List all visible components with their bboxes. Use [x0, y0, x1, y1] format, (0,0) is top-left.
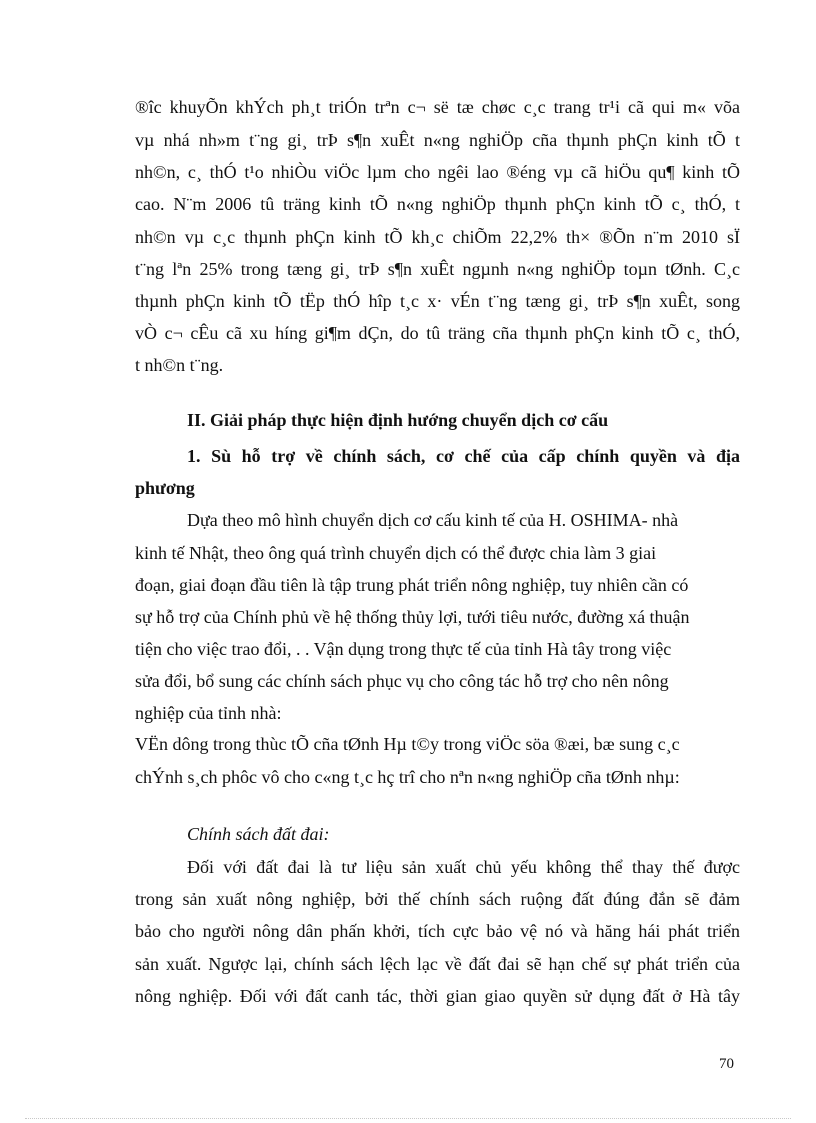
subsection-heading-line: phương: [135, 478, 195, 498]
paragraph-4-line: trong sản xuất nông nghiệp, bởi thế chính sách ruộng đất đúng đắn sẽ đảm: [135, 889, 740, 909]
paragraph-2-line: nghiệp của tỉnh nhà:: [135, 703, 282, 723]
paragraph-1-line: t nh©n t¨ng.: [135, 355, 224, 375]
footer-divider: [25, 1118, 791, 1119]
paragraph-2-line: sửa đổi, bổ sung các chính sách phục vụ cho công tác hỗ trợ cho nên nông: [135, 671, 669, 691]
paragraph-1-line: thµnh phÇn kinh tÕ tËp thÓ hîp t¸c x· vÉn t¨ng tæng gi¸ trÞ s¶n xuÊt, song: [135, 291, 740, 311]
paragraph-2-line: Dựa theo mô hình chuyển dịch cơ cấu kinh tế của H. OSHIMA- nhà: [187, 510, 679, 530]
section-heading: II. Giải pháp thực hiện định hướng chuyển dịch cơ cấu: [187, 410, 609, 430]
paragraph-3-line: VËn dông trong thùc tÕ cña tØnh Hµ t©y trong viÖc söa ®æi, bæ sung c¸c: [135, 734, 680, 754]
paragraph-1-line: ®îc khuyÕn khÝch ph¸t triÓn trªn c¬ së tæ chøc c¸c trang tr¹i cã qui m« võa: [135, 97, 740, 117]
paragraph-4-line: nông nghiệp. Đối với đất canh tác, thời gian giao quyền sử dụng đất ở Hà tây: [135, 986, 740, 1006]
paragraph-1-line: cao. N¨m 2006 tû träng kinh tÕ n«ng nghiÖp thµnh phÇn kinh tÕ c¸ thÓ, t: [135, 194, 740, 214]
paragraph-3-line: chÝnh s¸ch phôc vô cho c«ng t¸c hç trî cho nªn n«ng nghiÖp cña tØnh nhµ:: [135, 767, 680, 787]
paragraph-4-line: Đối với đất đai là tư liệu sản xuất chủ yếu không thể thay thế được: [187, 857, 740, 877]
paragraph-1-line: vµ nhá nh»m t¨ng gi¸ trÞ s¶n xuÊt n«ng nghiÖp cña thµnh phÇn kinh tÕ t: [135, 130, 740, 150]
paragraph-1-line: t¨ng lªn 25% trong tæng gi¸ trÞ s¶n xuÊt ngµnh n«ng nghiÖp toµn tØnh. C¸c: [135, 259, 740, 279]
paragraph-1-line: vÒ c¬ cÊu cã xu híng gi¶m dÇn, do tû träng cña thµnh phÇn kinh tÕ c¸ thÓ,: [135, 323, 740, 343]
subsection-heading-line: 1. Sù hỗ trợ về chính sách, cơ chế của cấp chính quyền và địa: [187, 446, 740, 466]
paragraph-4-line: sản xuất. Ngược lại, chính sách lệch lạc về đất đai sẽ hạn chế sự phát triển của: [135, 954, 740, 974]
paragraph-1-line: nh©n vµ c¸c thµnh phÇn kinh tÕ kh¸c chiÕm 22,2% th× ®Õn n¨m 2010 sÏ: [135, 227, 740, 247]
page-number: 70: [719, 1056, 734, 1072]
paragraph-2-line: đoạn, giai đoạn đầu tiên là tập trung phát triển nông nghiệp, tuy nhiên cần có: [135, 575, 689, 595]
paragraph-2-line: sự hỗ trợ của Chính phủ về hệ thống thủy lợi, tưới tiêu nước, đường xá thuận: [135, 607, 690, 627]
paragraph-2-line: kinh tế Nhật, theo ông quá trình chuyển dịch có thể được chia làm 3 giai: [135, 543, 657, 563]
policy-heading: Chính sách đất đai:: [187, 824, 330, 844]
paragraph-2-line: tiện cho việc trao đổi, . . Vận dụng trong thực tế của tỉnh Hà tây trong việc: [135, 639, 672, 659]
paragraph-4-line: bảo cho người nông dân phấn khởi, tích cực bảo vệ nó và hăng hái phát triển: [135, 921, 740, 941]
paragraph-1-line: nh©n, c¸ thÓ t¹o nhiÒu viÖc lµm cho ngêi lao ®éng vµ cã hiÖu qu¶ kinh tÕ: [135, 162, 740, 182]
